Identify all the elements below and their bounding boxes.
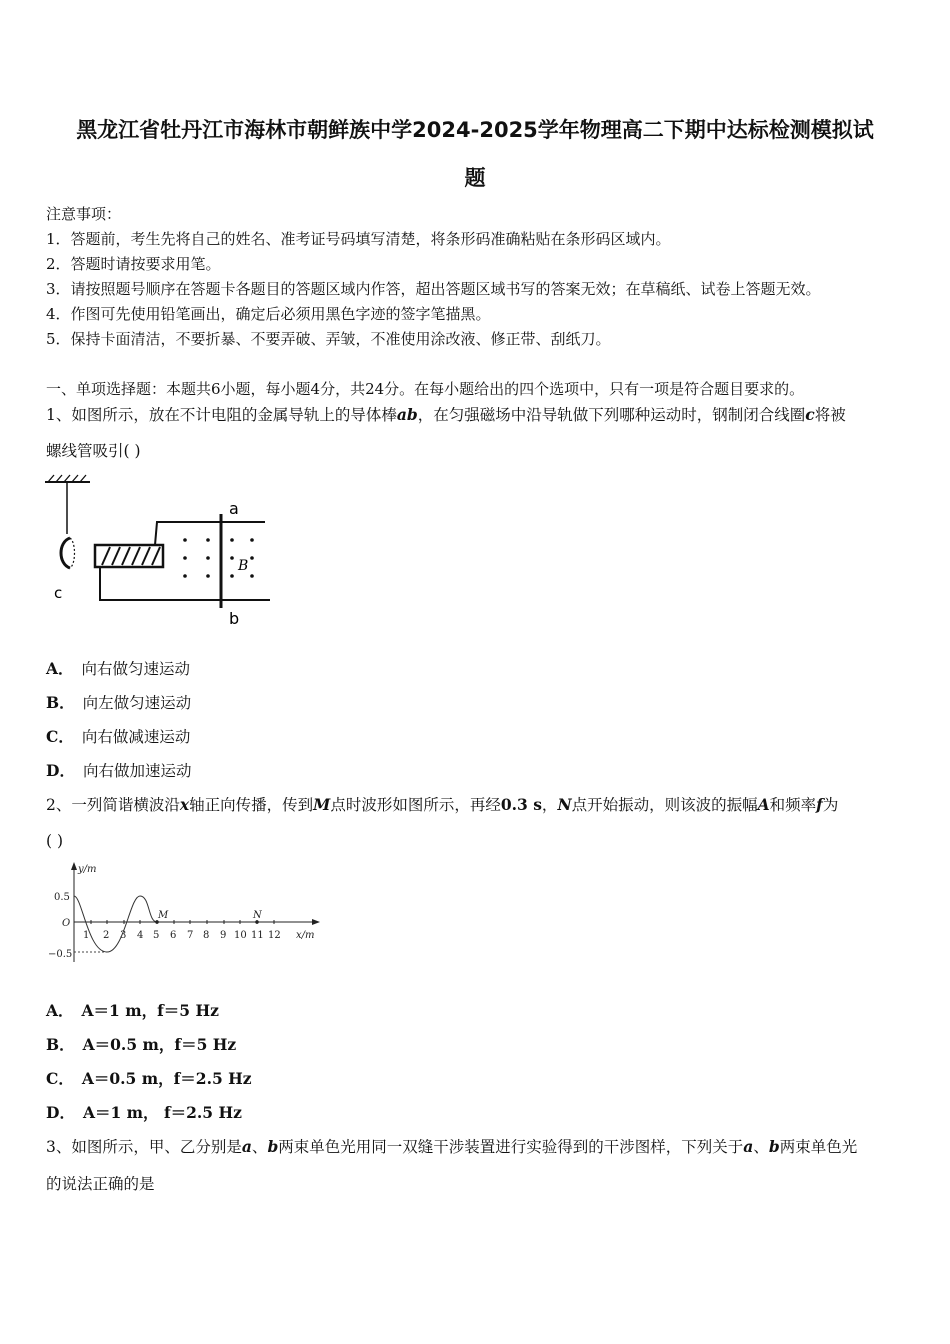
- notice-item: 5．保持卡面清洁，不要折暴、不要弄破、弄皱，不准使用涂改液、修正带、刮纸刀。: [46, 330, 611, 348]
- q1-option-c[interactable]: C． 向右做减速运动: [46, 727, 191, 746]
- xtick: 5: [153, 930, 160, 941]
- steel-ring-back: [70, 538, 75, 568]
- ytick-neg: −0.5: [48, 949, 73, 960]
- question-1-stem-line2: 螺线管吸引( ): [46, 442, 141, 460]
- label-c: c: [54, 584, 63, 602]
- q2-option-d[interactable]: D． A＝1 m， f＝2.5 Hz: [46, 1103, 242, 1122]
- xtick: 1: [83, 930, 90, 941]
- ceiling-hatch: [48, 475, 86, 482]
- notice-item: 3．请按照题号顺序在答题卡各题目的答题区域内作答，超出答题区域书写的答案无效；在草稿纸、试卷上答题无效。: [46, 280, 821, 298]
- xtick: 4: [137, 930, 144, 941]
- xtick: 8: [203, 930, 210, 941]
- q2-option-c[interactable]: C． A＝0.5 m，f＝2.5 Hz: [46, 1069, 252, 1088]
- question-3-stem: 3、如图所示，甲、乙分别是a、b两束单色光用同一双缝干涉装置进行实验得到的干涉图样，下列关于a、b两束单色光: [46, 1137, 858, 1156]
- notice-heading: 注意事项：: [46, 205, 122, 223]
- question-3-stem-line2: 的说法正确的是: [46, 1175, 155, 1193]
- xtick: 12: [268, 930, 281, 941]
- point-N-label: N: [253, 910, 262, 921]
- q2-wave-figure: [44, 860, 324, 968]
- y-axis-arrow: [71, 862, 77, 870]
- label-B: B: [238, 558, 249, 574]
- q2-option-a[interactable]: A． A＝1 m，f＝5 Hz: [46, 1001, 219, 1020]
- q2-option-b[interactable]: B． A＝0.5 m，f＝5 Hz: [46, 1035, 237, 1054]
- label-a: a: [229, 499, 239, 518]
- wave-curve-tail: [140, 896, 157, 922]
- xtick: 9: [220, 930, 227, 941]
- xtick: 2: [103, 930, 110, 941]
- question-2-stem: 2、一列简谐横波沿x轴正向传播，传到M点时波形如图所示，再经0.3 s，N点开始振动，则该波的振幅A和频率f为: [46, 795, 839, 814]
- y-axis-label: y/m: [78, 864, 97, 875]
- q1-circuit-figure: [40, 472, 280, 632]
- top-rail: [155, 522, 265, 545]
- steel-ring-c: [61, 538, 70, 568]
- notice-item: 2．答题时请按要求用笔。: [46, 255, 221, 273]
- notice-item: 4．作图可先使用铅笔画出，确定后必须用黑色字迹的签字笔描黑。: [46, 305, 491, 323]
- question-2-stem-line2: ( ): [46, 832, 64, 850]
- x-axis-arrow: [312, 919, 320, 925]
- xtick: 3: [120, 930, 127, 941]
- xtick: 6: [170, 930, 177, 941]
- ytick-pos: 0.5: [54, 892, 70, 903]
- section-intro: 一、单项选择题：本题共6小题，每小题4分，共24分。在每小题给出的四个选项中，只有一项是符合题目要求的。: [46, 380, 805, 398]
- x-axis-label: x/m: [296, 930, 315, 941]
- xtick: 10: [234, 930, 247, 941]
- label-b: b: [229, 609, 240, 628]
- q1-option-b[interactable]: B． 向左做匀速运动: [46, 693, 192, 712]
- page-title-continued: 题: [464, 166, 486, 190]
- point-M-label: M: [158, 910, 169, 921]
- q1-option-d[interactable]: D． 向右做加速运动: [46, 761, 192, 780]
- xtick: 7: [187, 930, 194, 941]
- notice-item: 1．答题前，考生先将自己的姓名、准考证号码填写清楚，将条形码准确粘贴在条形码区域内。: [46, 230, 671, 248]
- xtick: 11: [251, 930, 264, 941]
- origin-label: O: [62, 918, 71, 929]
- q1-option-a[interactable]: A． 向右做匀速运动: [46, 659, 191, 678]
- question-1-stem: 1、如图所示，放在不计电阻的金属导轨上的导体棒ab，在匀强磁场中沿导轨做下列哪种运动时，钢制闭合线圈c将被: [46, 405, 846, 424]
- page-title: 黑龙江省牡丹江市海林市朝鲜族中学2024-2025学年物理高二下期中达标检测模拟试: [76, 118, 874, 142]
